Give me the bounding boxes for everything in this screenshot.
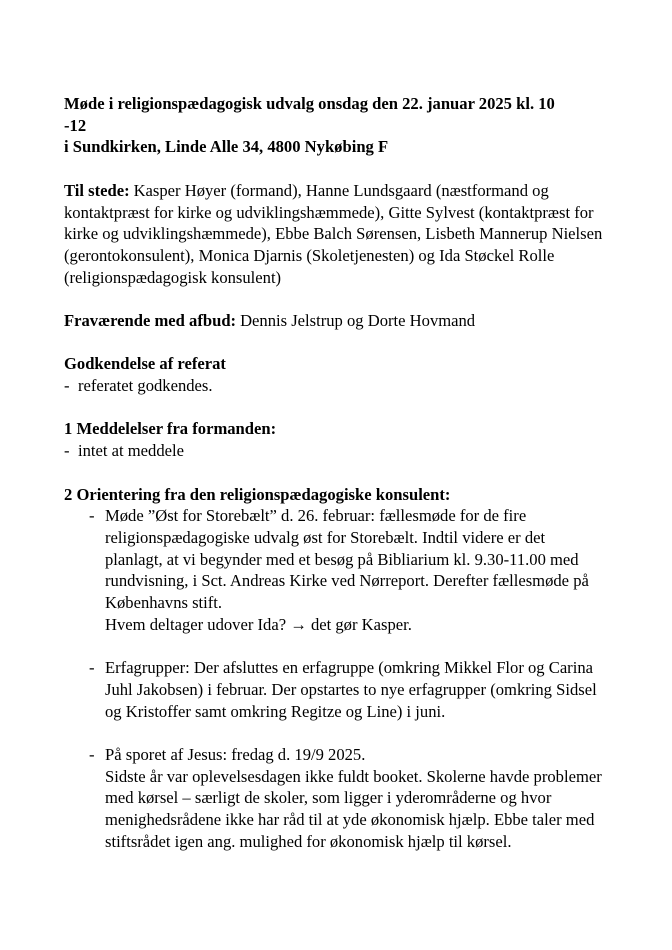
meeting-title-line-2: -12 — [64, 115, 87, 135]
section-heading: Godkendelse af referat — [64, 354, 226, 374]
absent-text: Dennis Jelstrup og Dorte Hovmand — [240, 311, 476, 330]
section-heading: 2 Orientering fra den religionspædagogiske konsulent: — [64, 484, 451, 504]
attendees-label: Til stede: — [64, 180, 130, 200]
list-item-paragraph: Hvem deltager udover Ida? → det gør Kasper. — [105, 614, 412, 634]
bullet-marker: - — [64, 376, 70, 396]
meeting-location: i Sundkirken, Linde Alle 34, 4800 Nykøbing F — [64, 137, 389, 157]
meeting-title-line-1: Møde i religionspædagogisk udvalg onsdag den 22. januar 2025 kl. 10 — [64, 94, 555, 113]
bullet-marker: - — [89, 506, 95, 526]
list-item — [64, 505, 606, 635]
list-item — [64, 375, 606, 397]
section-consultant-briefing — [64, 484, 606, 853]
absent-label: Fraværende med afbud: — [64, 311, 237, 330]
attendees-paragraph — [64, 180, 606, 289]
attendees-text: Kasper Høyer (formand), Hanne Lundsgaard (næstformand og kontaktpræst for kirke og udviklingshæmmede), Gitte Sylvest (kontaktpræst for kirke og udviklingshæmmede), Ebbe Balch Sørensen, Lisbeth Mannerup Nielsen (gerontokonsulent), Monica Djarnis (Skoletjenesten) og Ida Støckel Rolle (religionspædagogisk konsulent) — [64, 180, 603, 287]
section-chairman-announcements — [64, 418, 606, 461]
section-approval — [64, 353, 606, 396]
list-item — [64, 440, 606, 462]
meeting-title-block — [64, 93, 606, 158]
list-item-paragraph: Erfagrupper: Der afsluttes en erfagruppe (omkring Mikkel Flor og Carina Juhl Jakobsen) i februar. Der opstartes to nye erfagrupper (omkring Sidsel og Kristoffer samt omkring Regitze og Line) i juni. — [105, 658, 597, 721]
list-item-text: referatet godkendes. — [78, 376, 213, 396]
list-item-paragraph: Sidste år var oplevelsesdagen ikke fuldt booket. Skolerne havde problemer med kørsel – særligt de skoler, som ligger i yderområderne og hvor menighedsrådene ikke har råd til at yde økonomisk hjælp. Ebbe taler med stiftsrådet igen ang. mulighed for økonomisk hjælp til kørsel. — [105, 766, 602, 851]
list-item-paragraph: Møde ”Øst for Storebælt” d. 26. februar: fællesmøde for de fire religionspædagogiske udvalg øst for Storebælt. Indtil videre er det planlagt, at vi begynder med et besøg på Bibliarium kl. 9.30-11.00 med rundvisning, i Sct. Andreas Kirke ved Nørreport. Derefter fællesmøde på Københavns stift. — [105, 506, 589, 613]
list-item-text: intet at meddele — [78, 441, 184, 461]
absent-paragraph — [64, 310, 606, 332]
bullet-marker: - — [64, 441, 70, 461]
list-item-paragraph: På sporet af Jesus: fredag d. 19/9 2025. — [105, 744, 366, 764]
list-item — [64, 657, 606, 722]
list-item-body — [105, 744, 606, 853]
bullet-marker: - — [89, 744, 95, 764]
list-item-body — [105, 505, 606, 635]
list-item — [64, 744, 606, 853]
bullet-marker: - — [89, 658, 95, 678]
list-item-body — [105, 657, 606, 722]
section-heading: 1 Meddelelser fra formanden: — [64, 419, 277, 439]
